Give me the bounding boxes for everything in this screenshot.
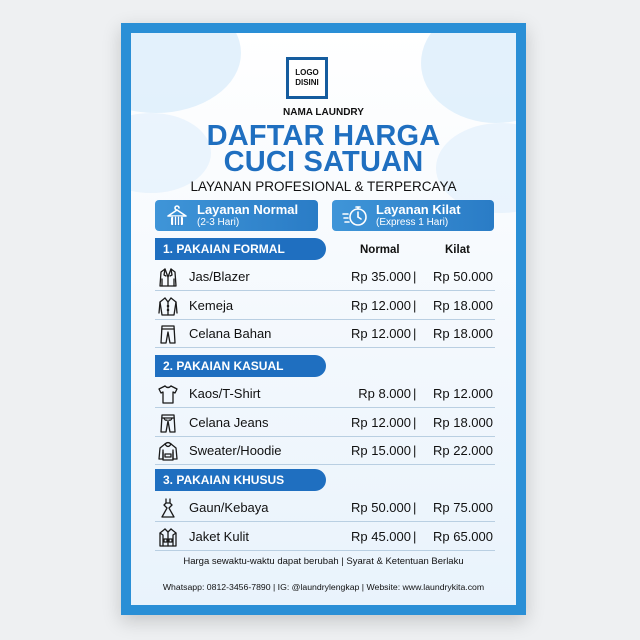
item-name: Jas/Blazer [189,269,250,284]
price-row [155,321,495,348]
page-title-line-2: CUCI SATUAN [223,146,424,178]
section-header: 2. PAKAIAN KASUAL [155,355,326,377]
price-row [155,438,495,465]
hanger-towel-icon [165,205,189,227]
price-kilat: Rp 65.000 [433,528,493,544]
column-header-kilat: Kilat [445,244,470,256]
column-header-normal: Normal [360,244,400,256]
price-normal: Rp 12.000 [351,414,411,430]
shirt-icon [157,295,179,317]
trousers-icon [157,323,179,345]
price-separator: | [413,297,417,313]
price-disclaimer: Harga sewaktu-waktu dapat berubah | Syarat & Ketentuan Berlaku [183,556,464,567]
brand-name: NAMA LAUNDRY [283,107,364,118]
item-name: Kaos/T-Shirt [189,386,261,401]
page-subtitle: LAYANAN PROFESIONAL & TERPERCAYA [190,179,457,194]
price-kilat: Rp 18.000 [433,326,493,341]
price-kilat: Rp 75.000 [433,500,493,515]
price-row [155,410,495,437]
logo-line-2: DISINI [295,78,319,87]
price-separator: | [413,414,417,430]
hoodie-icon [157,440,179,462]
contact-info: Whatsapp: 0812-3456-7890 | IG: @laundrylengkap | Website: www.laundrykita.com [162,582,485,592]
price-normal: Rp 15.000 [351,443,411,458]
service-kilat-label: Layanan Kilat [376,201,461,217]
price-kilat: Rp 12.000 [433,386,493,401]
item-name: Celana Jeans [189,414,269,430]
price-row [155,524,495,551]
tshirt-icon [157,383,179,405]
logo-placeholder [286,57,328,99]
price-separator: | [413,528,417,544]
price-list-poster [121,23,526,615]
jeans-icon [157,412,179,434]
dress-icon [157,497,179,519]
item-name: Jaket Kulit [189,528,249,544]
price-row [155,495,495,522]
price-row [155,264,495,291]
price-normal: Rp 50.000 [351,500,411,515]
price-separator: | [413,386,417,401]
item-name: Sweater/Hoodie [189,443,282,458]
service-normal-badge [155,200,318,231]
service-kilat-badge [332,200,494,231]
price-normal: Rp 12.000 [351,297,411,313]
price-kilat: Rp 18.000 [433,297,493,313]
price-separator: | [413,269,417,284]
item-name: Gaun/Kebaya [189,500,269,515]
section-header: 1. PAKAIAN FORMAL [155,238,326,260]
price-kilat: Rp 18.000 [433,414,493,430]
price-separator: | [413,500,417,515]
price-normal: Rp 45.000 [351,528,411,544]
logo-line-1: LOGO [295,68,319,77]
price-row [155,293,495,320]
price-separator: | [413,326,417,341]
price-normal: Rp 12.000 [351,326,411,341]
price-kilat: Rp 50.000 [433,269,493,284]
price-normal: Rp 8.000 [358,386,411,401]
price-separator: | [413,443,417,458]
blazer-icon [157,266,179,288]
service-normal-duration: (2-3 Hari) [197,216,240,228]
poster-content [131,33,516,605]
price-row [155,381,495,408]
service-kilat-duration: (Express 1 Hari) [376,216,449,228]
price-kilat: Rp 22.000 [433,443,493,458]
item-name: Kemeja [189,297,234,313]
stopwatch-icon [342,205,368,227]
bg-blob [131,33,241,113]
jacket-icon [157,526,179,548]
service-normal-label: Layanan Normal [197,201,299,217]
price-normal: Rp 35.000 [351,269,411,284]
item-name: Celana Bahan [189,326,272,341]
section-header: 3. PAKAIAN KHUSUS [155,469,326,491]
page-title-line-1: DAFTAR HARGA [206,120,441,152]
